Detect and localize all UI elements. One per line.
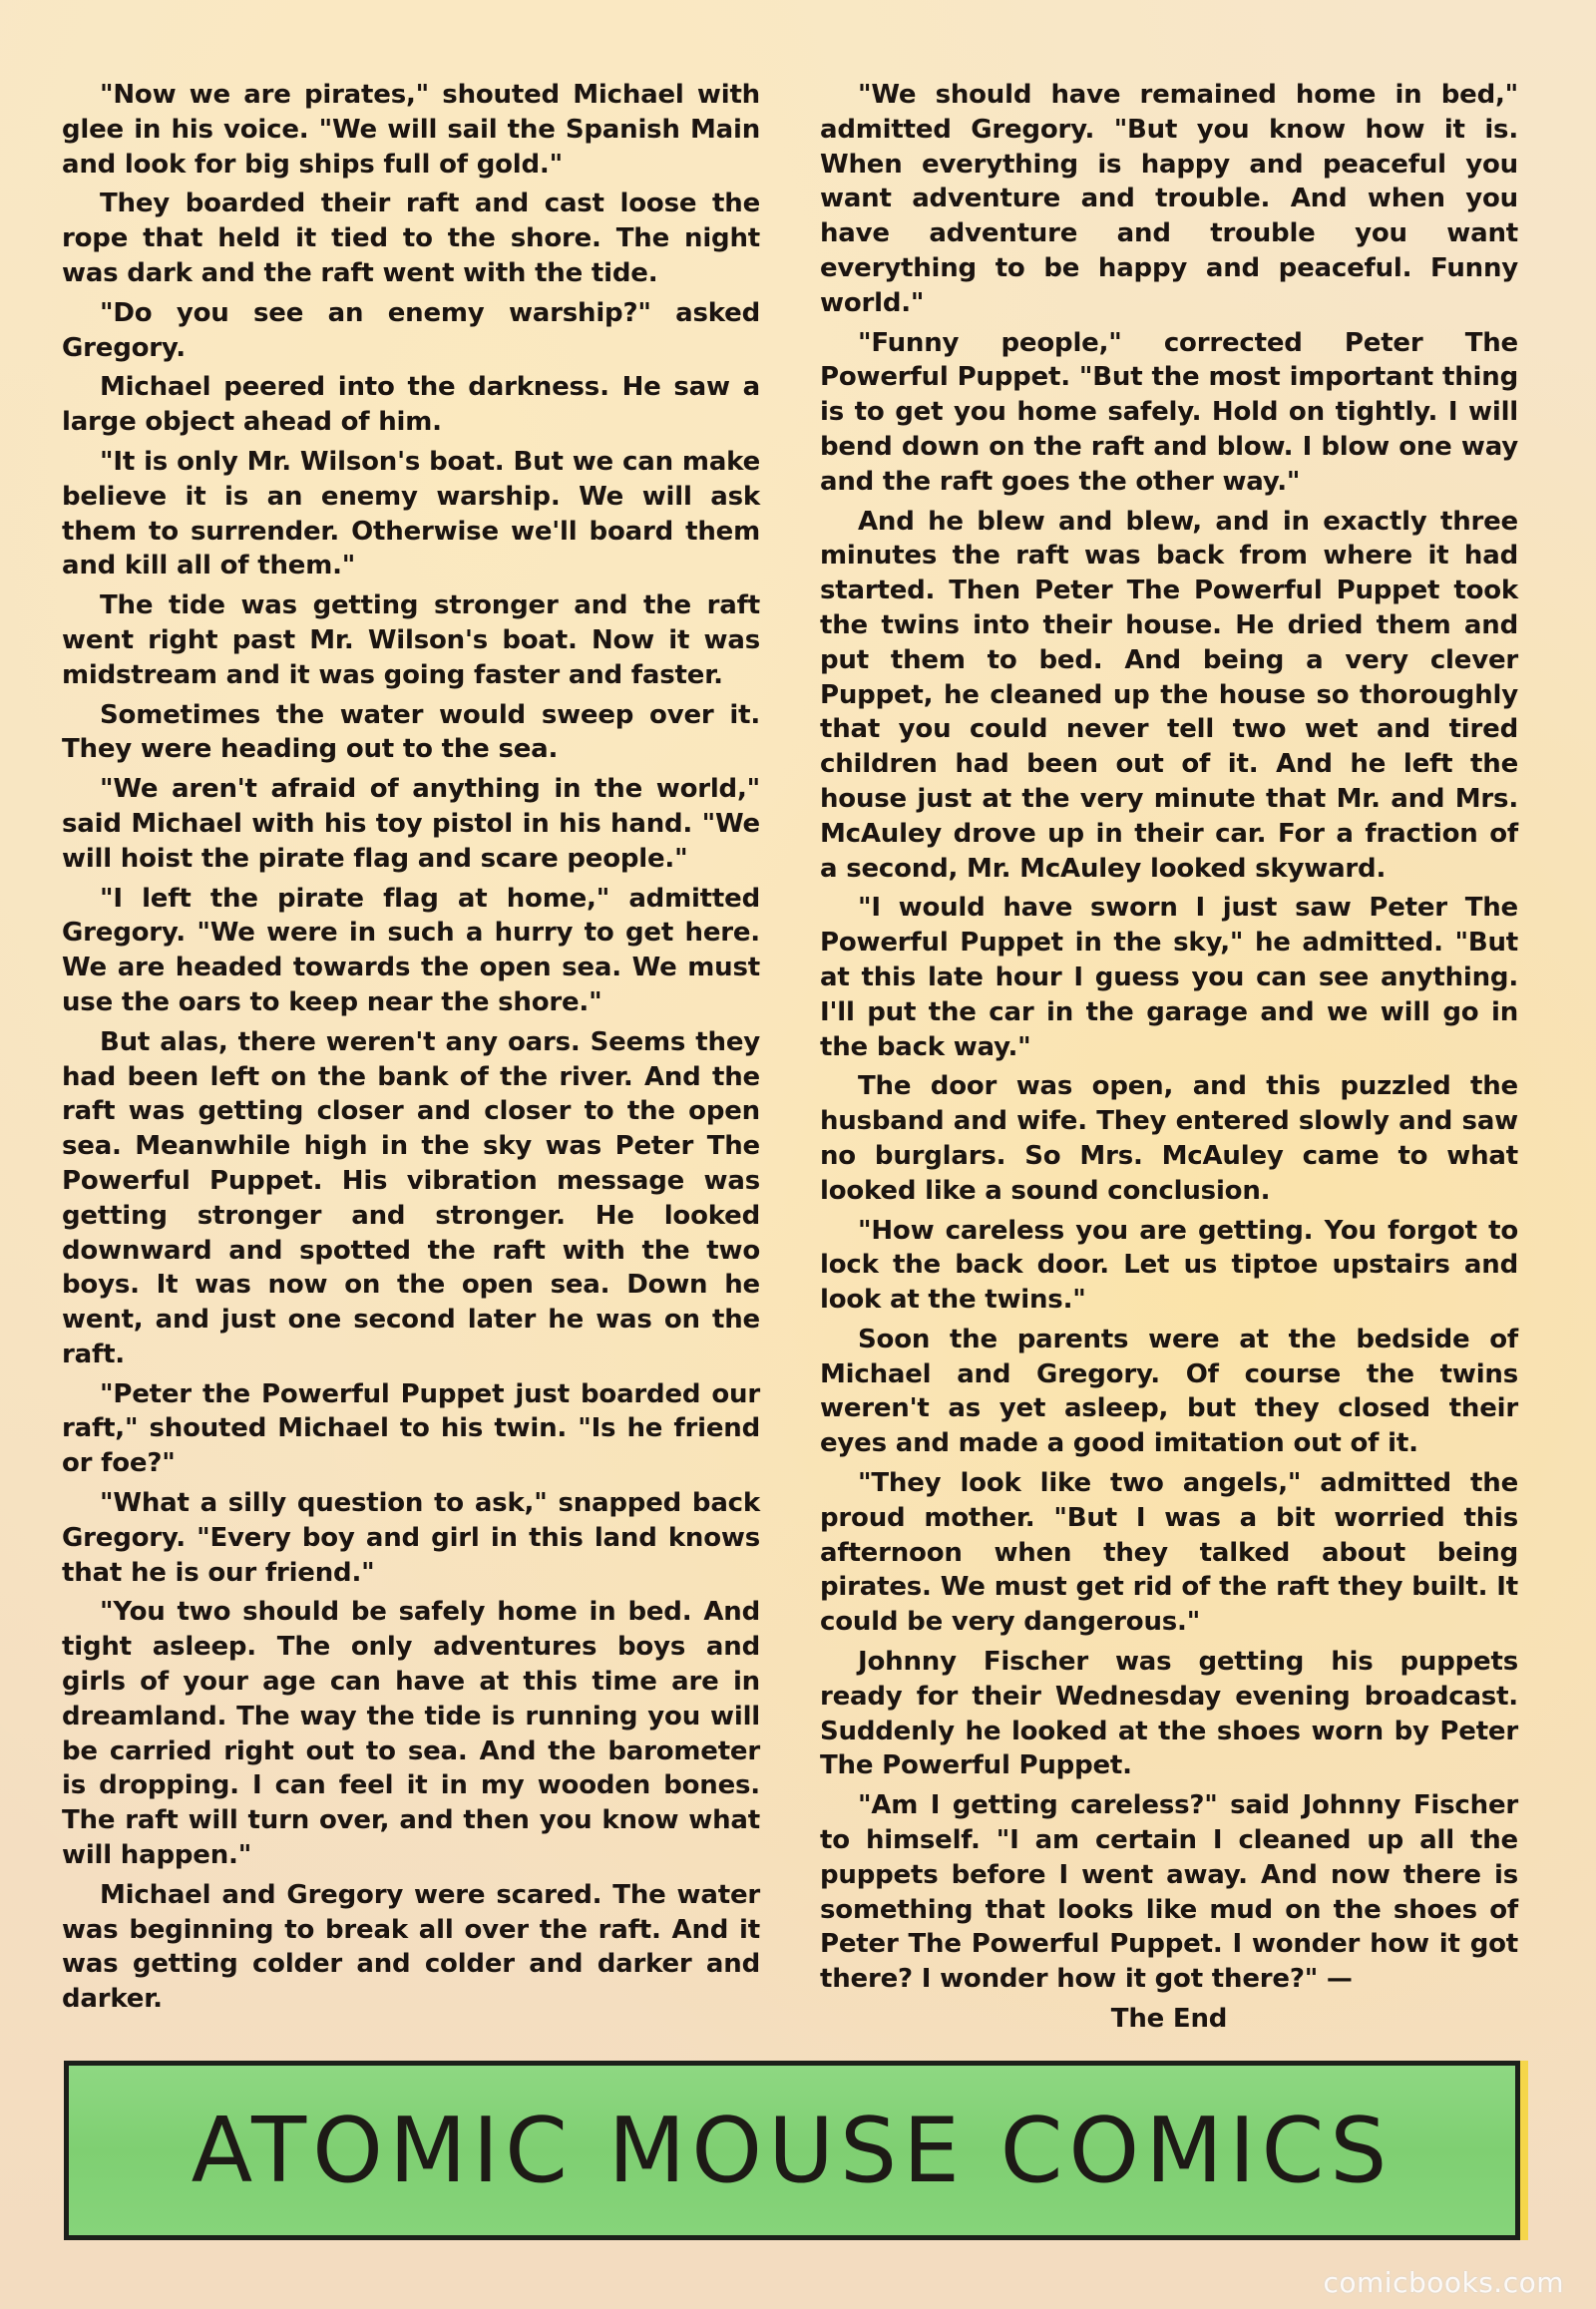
story-paragraph: Soon the parents were at the bedside of Michael and Gregory. Of course the twins weren't as yet asleep, but they closed their eyes and made a good imitation out of it.	[820, 1324, 1518, 1459]
story-paragraph: And he blew and blew, and in exactly three minutes the raft was back from where it had started. Then Peter The Powerful Puppet took the twins into their house. He dried them and put them to bed. And being a very clever Puppet, he cleaned up the house so thoroughly that you could never tell two wet and tired children had been out of it. And he left the house just at the very minute that Mr. and Mrs. McAuley drove up in their car. For a fraction of a second, Mr. McAuley looked skyward.	[820, 506, 1518, 884]
story-paragraph: "Funny people," corrected Peter The Powerful Puppet. "But the most important thing is to get you home safely. Hold on tightly. I will bend down on the raft and blow. I blow one way and the raft goes the other way."	[820, 327, 1518, 497]
story-paragraph: "I would have sworn I just saw Peter The Powerful Puppet in the sky," he admitted. "But at this late hour I guess you can see anything. I'll put the car in the garage and we will go in the back way."	[820, 893, 1518, 1062]
story-paragraph: "Do you see an enemy warship?" asked Gregory.	[62, 297, 760, 363]
story-paragraph: "You two should be safely home in bed. And tight asleep. The only adventures boys and girls of your age can have at this time are in dreamland. The way the tide is running you will be carried right out to sea. And the barometer is dropping. I can feel it in my wooden bones. The raft will turn over, and then you know what will happen."	[62, 1597, 760, 1871]
story-paragraph: Sometimes the water would sweep over it. They were heading out to the sea.	[62, 699, 760, 765]
story-paragraph: "They look like two angels," admitted the proud mother. "But I was a bit worried this afternoon when they talked about being pirates. We must get rid of the raft they built. It could be very dangerous."	[820, 1468, 1518, 1638]
story-paragraph: "How careless you are getting. You forgot to lock the back door. Let us tiptoe upstairs and look at the twins."	[820, 1215, 1518, 1316]
story-paragraph: "I left the pirate flag at home," admitted Gregory. "We were in such a hurry to get here. We are headed towards the open sea. We must use the oars to keep near the shore."	[62, 883, 760, 1017]
story-paragraph: "Am I getting careless?" said Johnny Fischer to himself. "I am certain I cleaned up all the puppets before I went away. And now there is something that looks like mud on the shoes of Peter The Powerful Puppet. I wonder how it got there? I wonder how it got there?" —	[820, 1790, 1518, 1995]
story-paragraph: "Peter the Powerful Puppet just boarded our raft," shouted Michael to his twin. "Is he friend or foe?"	[62, 1378, 760, 1479]
story-paragraph: "Now we are pirates," shouted Michael with glee in his voice. "We will sail the Spanish Main and look for big ships full of gold."	[62, 80, 760, 180]
story-paragraph: They boarded their raft and cast loose the rope that held it tied to the shore. The night was dark and the raft went with the tide.	[62, 189, 760, 288]
story-paragraph: Michael and Gregory were scared. The water was beginning to break all over the raft. And it was getting colder and colder and darker and darker.	[62, 1879, 760, 2015]
the-end-label: The End	[1110, 2004, 1228, 2035]
story-paragraph: The tide was getting stronger and the raft went right past Mr. Wilson's boat. Now it was midstream and it was going faster and faster.	[62, 590, 760, 690]
story-paragraph: "We aren't afraid of anything in the world," said Michael with his toy pistol in his hand. "We will hoist the pirate flag and scare people."	[62, 774, 760, 874]
watermark: comicbooks.com	[1323, 2266, 1564, 2299]
story-column-right	[820, 78, 1518, 2042]
story-paragraph: "It is only Mr. Wilson's boat. But we can make believe it is an enemy warship. We will ask them to surrender. Otherwise we'll board them and kill all of them."	[62, 446, 760, 581]
story-paragraph: Johnny Fischer was getting his puppets ready for their Wednesday evening broadcast. Suddenly he looked at the shoes worn by Peter The Powerful Puppet.	[820, 1647, 1518, 1781]
story-paragraph: "We should have remained home in bed," admitted Gregory. "But you know how it is. When everything is happy and peaceful you want adventure and trouble. And when you have adventure and trouble you want everything to be happy and peaceful. Funny world."	[820, 80, 1518, 318]
story-paragraph: "What a silly question to ask," snapped back Gregory. "Every boy and girl in this land knows that he is our friend."	[62, 1488, 760, 1588]
story-paragraph: Michael peered into the darkness. He saw a large object ahead of him.	[62, 372, 760, 438]
story-paragraph: The door was open, and this puzzled the husband and wife. They entered slowly and saw no burglars. So Mrs. McAuley came to what looked like a sound conclusion.	[820, 1071, 1518, 1206]
story-paragraph: But alas, there weren't any oars. Seems they had been left on the bank of the river. And the raft was getting closer and closer to the open sea. Meanwhile high in the sky was Peter The Powerful Puppet. His vibration message was getting stronger and stronger. He looked downward and spotted the raft with the two boys. It was now on the open sea. Down he went, and just one second later he was on the raft.	[62, 1026, 760, 1369]
atomic-mouse-banner	[64, 2061, 1520, 2240]
banner-title: ATOMIC MOUSE COMICS	[191, 2098, 1394, 2203]
story-column-left	[62, 78, 760, 2022]
